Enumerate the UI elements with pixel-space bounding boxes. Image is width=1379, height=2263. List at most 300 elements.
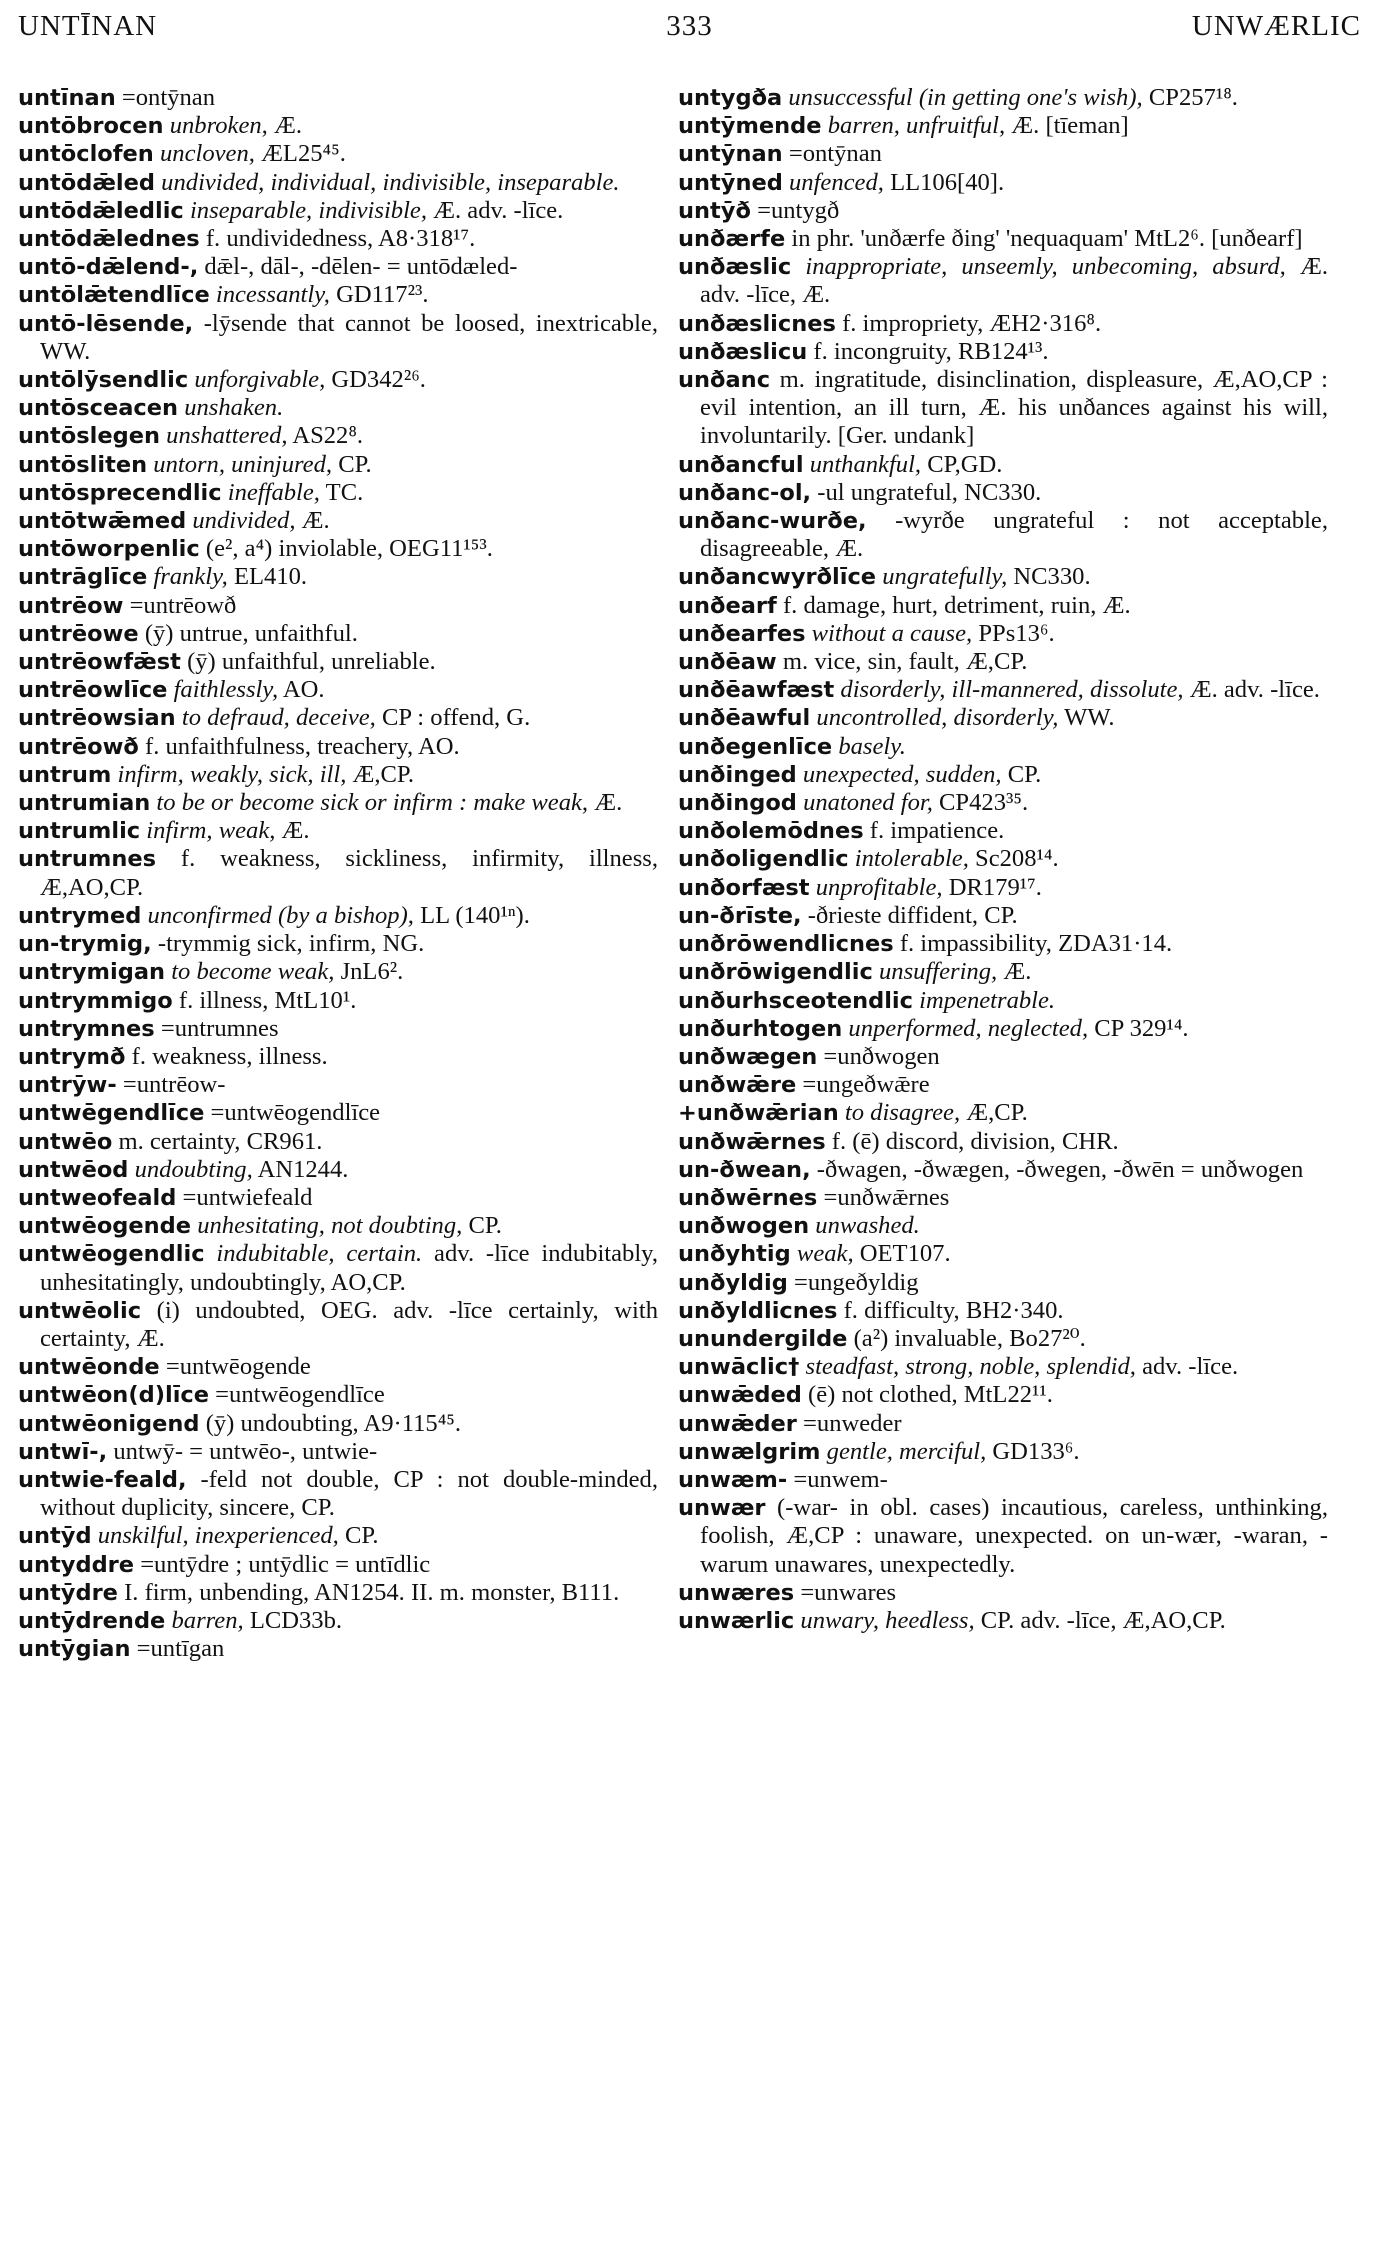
dictionary-entry	[18, 845, 658, 901]
gloss: without a cause,	[811, 619, 973, 647]
entry-details: Æ. adv. -līce.	[433, 196, 564, 224]
entry-details: m. ingratitude, disinclination, displeasure, Æ,AO,CP : evil intention, an ill turn, Æ. his unðances against his will, involuntarily. [Ger. undank]	[700, 366, 1328, 450]
headword: unðēaw	[678, 649, 777, 676]
headword: untrymmigo	[18, 987, 173, 1014]
headword: untrumian	[18, 790, 151, 817]
headword: unðancful	[678, 451, 804, 478]
entry-details: =unðwǣrnes	[823, 1183, 950, 1211]
entry-details: =untwēogendlīce	[215, 1381, 385, 1409]
dictionary-entry	[678, 845, 1328, 873]
entry-details: -feld not double, CP : not double-minded, without duplicity, sincere, CP.	[40, 1465, 658, 1522]
dictionary-entry	[678, 310, 1328, 338]
entry-details: JnL6².	[340, 958, 404, 986]
entry-details: m. vice, sin, fault, Æ,CP.	[782, 648, 1028, 676]
gloss: incessantly,	[215, 281, 330, 309]
headword: unðrōwendlicnes	[678, 931, 894, 958]
gloss: unwashed.	[815, 1212, 920, 1240]
entry-details: f. impassibility, ZDA31·14.	[899, 930, 1173, 958]
entry-details: NC330.	[1013, 563, 1091, 591]
entry-details: -ðrieste diffident, CP.	[807, 901, 1018, 929]
dictionary-entry	[18, 1015, 658, 1043]
entry-details: =untrēow-	[122, 1071, 226, 1099]
headword: untrȳw-	[18, 1072, 117, 1099]
dictionary-entry	[18, 761, 658, 789]
headword: untwī-,	[18, 1438, 108, 1465]
dictionary-entry	[678, 958, 1328, 986]
headword: untȳð	[678, 197, 751, 224]
entry-details: f. undividedness, A8·318¹⁷.	[205, 225, 476, 253]
headword: unðanc-wurðe,	[678, 508, 867, 535]
dictionary-entry	[678, 1297, 1328, 1325]
dictionary-entry	[678, 1184, 1328, 1212]
headword: untrēowlīce	[18, 677, 168, 704]
entry-details: =ungeðwǣre	[802, 1071, 930, 1099]
dictionary-entry	[18, 1579, 658, 1607]
headword: untrāglīce	[18, 564, 148, 591]
headword: unðwogen	[678, 1213, 810, 1240]
dictionary-entry	[678, 1410, 1328, 1438]
gloss: intolerable,	[854, 845, 969, 873]
headword: unwær	[678, 1495, 766, 1522]
gloss: frankly,	[153, 563, 228, 591]
headword: unðæslicu	[678, 338, 808, 365]
entry-details: -lȳsende that cannot be loosed, inextricable, WW.	[40, 309, 658, 365]
dictionary-entry	[18, 1297, 658, 1353]
gloss: infirm, weak,	[146, 817, 276, 845]
headword: unundergilde	[678, 1325, 848, 1352]
headword: untwēgendlīce	[18, 1100, 205, 1127]
headword: unðinged	[678, 761, 797, 788]
entry-details: Æ.	[281, 817, 310, 845]
headword: untrēowfǣst	[18, 649, 181, 676]
gloss: inappropriate, unseemly, unbecoming, absurd,	[805, 253, 1286, 281]
running-head-right: UNWÆRLIC	[1191, 10, 1361, 42]
gloss: faithlessly,	[173, 676, 279, 704]
dictionary-entry	[18, 197, 658, 225]
headword: untōlǣtendlīce	[18, 282, 210, 309]
dictionary-entry	[18, 902, 658, 930]
dictionary-entry	[18, 620, 658, 648]
headword: untrymð	[18, 1043, 126, 1070]
entry-details: OET107.	[859, 1240, 951, 1268]
headword: unðēawful	[678, 705, 811, 732]
headword: untyddre	[18, 1551, 135, 1578]
headword: unðwægen	[678, 1043, 818, 1070]
headword: untȳned	[678, 169, 783, 196]
entry-details: untwȳ- = untwēo-, untwie-	[113, 1437, 378, 1465]
gloss: unshaken.	[184, 394, 284, 422]
dictionary-entry	[18, 422, 658, 450]
entry-details: f. damage, hurt, detriment, ruin, Æ.	[782, 591, 1131, 619]
dictionary-entry	[18, 1551, 658, 1579]
dictionary-entry	[18, 563, 658, 591]
headword: untweofeald	[18, 1184, 177, 1211]
headword: untȳmende	[678, 113, 822, 140]
gloss: infirm, weakly, sick, ill,	[117, 760, 347, 788]
entry-details: AO.	[282, 676, 325, 704]
entry-details: =unweder	[803, 1409, 902, 1437]
gloss: gentle, merciful,	[826, 1437, 987, 1465]
dictionary-entry	[18, 1607, 658, 1635]
entry-details: LL (140¹ⁿ).	[420, 901, 530, 929]
entry-details: EL410.	[233, 563, 308, 591]
gloss: barren,	[171, 1606, 244, 1634]
dictionary-entry	[678, 648, 1328, 676]
page-number: 333	[666, 10, 713, 42]
gloss: undoubting,	[134, 1155, 253, 1183]
headword: unðingod	[678, 790, 797, 817]
entry-details: CP.	[468, 1212, 502, 1240]
dictionary-entry	[18, 1635, 658, 1663]
dictionary-entry	[678, 1212, 1328, 1240]
entry-details: Æ,CP.	[352, 760, 415, 788]
gloss: unhesitating, not doubting,	[197, 1212, 463, 1240]
entry-details: GD342²⁶.	[331, 366, 426, 394]
headword: unðwǣrnes	[678, 1128, 826, 1155]
dictionary-entry	[18, 1184, 658, 1212]
entry-details: f. (ē) discord, division, CHR.	[831, 1127, 1119, 1155]
gloss: to disagree,	[844, 1099, 961, 1127]
headword: untōsprecendlic	[18, 479, 222, 506]
entry-details: f. impropriety, ÆH2·316⁸.	[842, 309, 1102, 337]
dictionary-entry	[18, 310, 658, 366]
dictionary-entry	[18, 1522, 658, 1550]
headword: unðanc	[678, 367, 771, 394]
headword: unðæslic	[678, 254, 792, 281]
dictionary-entry	[18, 1466, 658, 1522]
entry-details: =ungeðyldig	[793, 1268, 919, 1296]
headword: unwāclic†	[678, 1354, 800, 1381]
entry-details: GD133⁶.	[992, 1437, 1080, 1465]
gloss: unthankful,	[809, 450, 922, 478]
headword: unðurhsceotendlic	[678, 987, 913, 1014]
entry-details: CP257¹⁸.	[1148, 84, 1238, 111]
dictionary-entry	[18, 84, 658, 112]
gloss: unsuffering,	[878, 958, 998, 986]
headword: untwēon(d)līce	[18, 1382, 210, 1409]
dictionary-entry	[678, 197, 1328, 225]
entry-details: =untwēogendlīce	[210, 1099, 381, 1127]
gloss: inseparable, indivisible,	[189, 196, 427, 224]
dictionary-entry	[678, 1381, 1328, 1409]
gloss: unsuccessful (in getting one's wish),	[788, 84, 1143, 111]
entry-details: CP.	[338, 450, 372, 478]
headword: untwēonigend	[18, 1410, 200, 1437]
headword: untwie-feald,	[18, 1466, 187, 1493]
headword: unðrōwigendlic	[678, 959, 873, 986]
headword: untrymnes	[18, 1015, 155, 1042]
left-column	[18, 84, 658, 1663]
entry-details: TC.	[325, 478, 364, 506]
dictionary-entry	[18, 169, 658, 197]
page-header	[18, 10, 1361, 50]
entry-details: LCD33b.	[249, 1606, 343, 1634]
headword: untwēo	[18, 1128, 113, 1155]
entry-details: Æ. [tīeman]	[1011, 112, 1129, 140]
entry-details: CP. adv. -līce, Æ,AO,CP.	[980, 1606, 1226, 1634]
dictionary-entry	[678, 1466, 1328, 1494]
headword: untrēowe	[18, 620, 139, 647]
headword: untȳgian	[18, 1636, 131, 1663]
headword: untō-dǣlend-,	[18, 254, 199, 281]
dictionary-entry	[18, 1099, 658, 1127]
gloss: impenetrable.	[919, 986, 1056, 1014]
gloss: steadfast, strong, noble, splendid,	[805, 1353, 1136, 1381]
entry-details: CP : offend, G.	[381, 704, 531, 732]
headword: unðyldig	[678, 1269, 788, 1296]
dictionary-entry	[18, 1381, 658, 1409]
entry-details: Æ.	[1003, 958, 1032, 986]
headword: untygða	[678, 85, 783, 111]
headword: untō-lēsende,	[18, 310, 194, 337]
entry-details: =untwiefeald	[182, 1183, 313, 1211]
entry-details: (-war- in obl. cases) incautious, careless, unthinking, foolish, Æ,CP : unaware, unexpected. on un-wær, -waran, -warum unawares, unexpectedly.	[700, 1494, 1328, 1578]
headword: untōdǣled	[18, 169, 156, 196]
dictionary-entry	[678, 225, 1328, 253]
headword: unðyhtig	[678, 1241, 791, 1268]
gloss: unskilful, inexperienced,	[97, 1522, 339, 1550]
entry-details: (e², a⁴) inviolable, OEG11¹⁵³.	[205, 535, 493, 563]
gloss: unconfirmed (by a bishop),	[147, 901, 414, 929]
entry-details: WW.	[1064, 704, 1115, 732]
running-head-left: UNTĪNAN	[18, 10, 158, 42]
entry-details: LL106[40].	[890, 168, 1005, 196]
gloss: unshattered,	[166, 422, 288, 450]
dictionary-entry	[18, 366, 658, 394]
headword: unðanc-ol,	[678, 479, 812, 506]
gloss: undivided, individual, indivisible, inseparable.	[161, 168, 620, 196]
gloss: uncloven,	[159, 140, 255, 168]
dictionary-entry	[18, 507, 658, 535]
gloss: unprofitable,	[815, 873, 943, 901]
entry-details: f. weakness, illness.	[131, 1042, 328, 1070]
headword: untrumnes	[18, 846, 157, 873]
headword: untrumlic	[18, 818, 141, 845]
entry-details: -wyrðe ungrateful : not acceptable, disagreeable, Æ.	[700, 507, 1328, 563]
dictionary-entry	[678, 1607, 1328, 1635]
headword: untȳdre	[18, 1579, 118, 1606]
entry-details: f. unfaithfulness, treachery, AO.	[145, 732, 460, 760]
dictionary-entry	[678, 1438, 1328, 1466]
gloss: ungratefully,	[882, 563, 1008, 591]
dictionary-entry	[18, 140, 658, 168]
entry-details: -ul ungrateful, NC330.	[817, 478, 1042, 506]
entry-details: =untrēowð	[129, 591, 237, 619]
dictionary-entry	[18, 1071, 658, 1099]
headword: +unðwǣrian	[678, 1100, 839, 1127]
dictionary-entry	[678, 84, 1328, 112]
dictionary-entry	[678, 479, 1328, 507]
headword: unwǣder	[678, 1410, 797, 1437]
headword: unðwērnes	[678, 1184, 818, 1211]
headword: untōlȳsendlic	[18, 367, 189, 394]
entry-details: adv. -līce indubitably, unhesitatingly, undoubtingly, AO,CP.	[40, 1240, 658, 1296]
entry-details: (a²) invaluable, Bo27²⁰.	[853, 1324, 1086, 1352]
headword: unðearf	[678, 592, 777, 619]
gloss: disorderly, ill-mannered, dissolute,	[840, 676, 1184, 704]
entry-details: Æ.	[301, 507, 330, 535]
headword: untwēonde	[18, 1354, 160, 1381]
entry-details: =untygð	[757, 196, 840, 224]
entry-details: dǣl-, dāl-, -dēlen- = untōdæled-	[204, 253, 518, 281]
dictionary-entry	[678, 902, 1328, 930]
dictionary-entry	[678, 1240, 1328, 1268]
entry-details: CP 329¹⁴.	[1094, 1014, 1189, 1042]
headword: untīnan	[18, 85, 116, 111]
dictionary-entry	[678, 987, 1328, 1015]
headword: unðegenlīce	[678, 733, 833, 760]
gloss: unfenced,	[789, 168, 884, 196]
gloss: ineffable,	[227, 478, 320, 506]
headword: untōworpenlic	[18, 536, 200, 563]
entry-details: =untwēogende	[165, 1353, 311, 1381]
entry-details: GD117²³.	[336, 281, 429, 309]
headword: untwēolic	[18, 1297, 142, 1324]
gloss: unexpected, sudden,	[802, 760, 1002, 788]
headword: unðearfes	[678, 620, 806, 647]
dictionary-entry	[678, 789, 1328, 817]
dictionary-entry	[18, 112, 658, 140]
headword: unwæm-	[678, 1466, 788, 1493]
dictionary-entry	[678, 704, 1328, 732]
headword: untwēogende	[18, 1213, 192, 1240]
dictionary-entry	[18, 1212, 658, 1240]
entry-details: Æ. adv. -līce, Æ.	[700, 253, 1328, 309]
headword: untōbrocen	[18, 113, 164, 140]
dictionary-entry	[18, 704, 658, 732]
dictionary-entry	[18, 535, 658, 563]
entry-details: ÆL25⁴⁵.	[261, 140, 346, 168]
dictionary-entry	[18, 592, 658, 620]
gloss: unforgivable,	[194, 366, 326, 394]
dictionary-entry	[18, 1156, 658, 1184]
dictionary-entry	[678, 140, 1328, 168]
entry-details: =untrumnes	[160, 1014, 279, 1042]
entry-details: Sc208¹⁴.	[975, 845, 1059, 873]
entry-details: DR179¹⁷.	[948, 873, 1042, 901]
headword: un-trymig,	[18, 931, 152, 958]
dictionary-entry	[678, 733, 1328, 761]
entry-details: AN1244.	[257, 1155, 349, 1183]
dictionary-entry	[678, 112, 1328, 140]
headword: untrēowsian	[18, 705, 176, 732]
dictionary-entry	[678, 253, 1328, 309]
gloss: to defraud, deceive,	[181, 704, 376, 732]
headword: untōclofen	[18, 141, 154, 168]
gloss: unperformed, neglected,	[848, 1014, 1089, 1042]
entry-details: =unðwogen	[823, 1042, 940, 1070]
entry-details: Æ.	[594, 789, 623, 817]
entry-details: =unwares	[800, 1578, 897, 1606]
headword: untwēogendlic	[18, 1241, 205, 1268]
entry-details: adv. -līce.	[1142, 1353, 1239, 1381]
dictionary-entry	[18, 253, 658, 281]
dictionary-entry	[678, 1325, 1328, 1353]
dictionary-entry	[678, 1071, 1328, 1099]
entry-details: =unwem-	[793, 1465, 888, 1493]
entry-details: I. firm, unbending, AN1254. II. m. monster, B111.	[124, 1578, 620, 1606]
headword: untrēowð	[18, 733, 139, 760]
entry-details: Æ. adv. -līce.	[1189, 676, 1320, 704]
gloss: indubitable, certain.	[216, 1240, 423, 1268]
entry-details: f. incongruity, RB124¹³.	[813, 337, 1049, 365]
gloss: basely.	[838, 732, 906, 760]
headword: unðurhtogen	[678, 1015, 843, 1042]
dictionary-entry	[678, 817, 1328, 845]
headword: un-ðrīste,	[678, 902, 802, 929]
dictionary-entry	[678, 1269, 1328, 1297]
dictionary-entry	[18, 733, 658, 761]
headword: untȳd	[18, 1523, 92, 1550]
dictionary-entry	[678, 1353, 1328, 1381]
headword: unwælgrim	[678, 1438, 821, 1465]
headword: untȳdrende	[18, 1607, 166, 1634]
headword: unwǣded	[678, 1382, 802, 1409]
dictionary-entry	[678, 1128, 1328, 1156]
dictionary-entry	[18, 281, 658, 309]
gloss: untorn, uninjured,	[153, 450, 333, 478]
headword: untwēod	[18, 1156, 129, 1183]
headword: untōsceacen	[18, 395, 179, 422]
entry-details: m. certainty, CR961.	[118, 1127, 323, 1155]
gloss: barren, unfruitful,	[827, 112, 1006, 140]
entry-details: =untīgan	[136, 1635, 225, 1663]
dictionary-entry	[678, 620, 1328, 648]
entry-details: -trymmig sick, infirm, NG.	[157, 930, 425, 958]
gloss: undivided,	[192, 507, 296, 535]
headword: untōsliten	[18, 451, 148, 478]
dictionary-entry	[18, 789, 658, 817]
dictionary-entry	[18, 394, 658, 422]
dictionary-entry	[678, 676, 1328, 704]
dictionary-entry	[678, 507, 1328, 563]
gloss: to become weak,	[171, 958, 335, 986]
headword: untrymigan	[18, 959, 166, 986]
headword: unðoligendlic	[678, 846, 849, 873]
entry-details: =untȳdre ; untȳdlic = untīdlic	[140, 1550, 431, 1578]
dictionary-entry	[678, 592, 1328, 620]
dictionary-entry	[678, 169, 1328, 197]
headword: untōdǣlednes	[18, 226, 200, 253]
entry-details: =ontȳnan	[121, 84, 215, 111]
dictionary-entry	[678, 761, 1328, 789]
headword: untrēow	[18, 592, 124, 619]
headword: unðwǣre	[678, 1072, 797, 1099]
headword: unwærlic	[678, 1607, 795, 1634]
headword: unðyldlicnes	[678, 1297, 838, 1324]
headword: unðancwyrðlīce	[678, 564, 877, 591]
dictionary-entry	[678, 874, 1328, 902]
entry-details: (ȳ) unfaithful, unreliable.	[187, 648, 436, 676]
headword: unðolemōdnes	[678, 818, 864, 845]
dictionary-entry	[18, 1438, 658, 1466]
headword: untōdǣledlic	[18, 197, 184, 224]
dictionary-entry	[18, 676, 658, 704]
dictionary-entry	[678, 1156, 1328, 1184]
entry-details: Æ,CP.	[966, 1099, 1028, 1127]
entry-details: in phr. 'unðærfe ðing' 'nequaquam' MtL2⁶. [unðearf]	[791, 225, 1303, 253]
dictionary-entry	[18, 987, 658, 1015]
dictionary-entry	[678, 930, 1328, 958]
headword: untōtwǣmed	[18, 508, 187, 535]
dictionary-entry	[18, 1410, 658, 1438]
entry-details: f. impatience.	[869, 817, 1005, 845]
dictionary-entry	[678, 563, 1328, 591]
right-column	[678, 84, 1328, 1635]
gloss: weak,	[796, 1240, 854, 1268]
gloss: unbroken,	[169, 112, 268, 140]
headword: unðorfæst	[678, 874, 810, 901]
